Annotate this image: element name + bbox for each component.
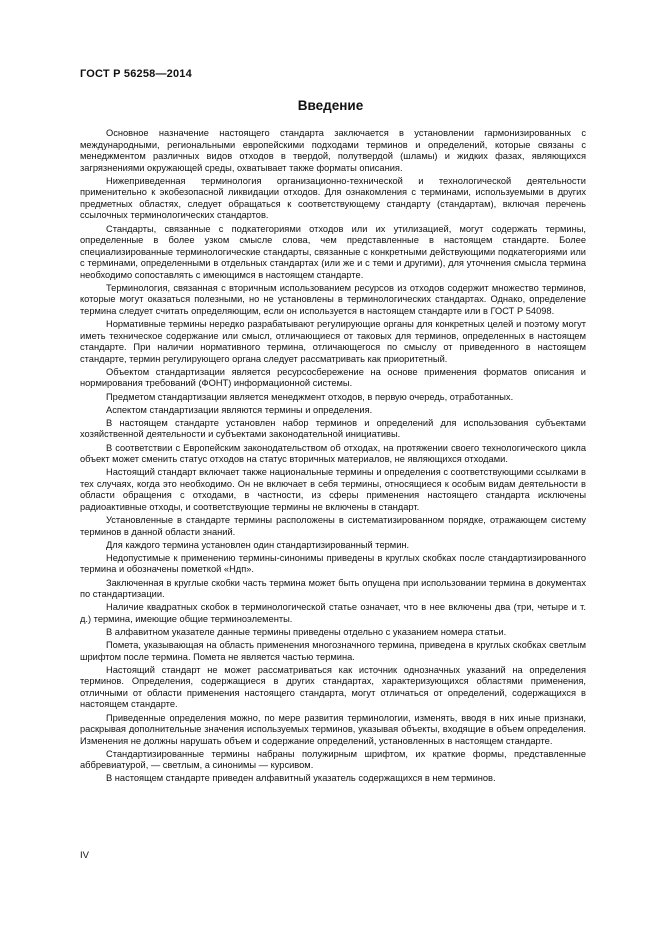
paragraph: Терминология, связанная с вторичным использованием ресурсов из отходов содержит множество терминов, которые могут оказаться полезными, но не установлены в терминологических стандартах. Однако, определение термина следует считать определяющим, если он используется в настоящем стандарте или в ГОСТ Р 54098. [80,282,586,316]
paragraph: Аспектом стандартизации являются термины и определения. [106,404,373,415]
paragraph: Стандарты, связанные с подкатегориями отходов или их утилизацией, могут содержать термины, определенные в более узком смысле слова, чем представленные в настоящем стандарте. Более специализированные терминологические стандарты, связанные с конкретными действующими подкатегориями или с терминами, определенными в отдельных стандартах (или же и с теми и другими), для уточнения смысла термина необходимо сопоставлять с имеющимся в настоящем стандарте. [80,223,586,280]
paragraph: В алфавитном указателе данные термины приведены отдельно с указанием номера статьи. [106,626,507,637]
paragraph: Настоящий стандарт не может рассматриваться как источник однозначных указаний на определения терминов. Определения, содержащиеся в других стандартах, характеризующихся областями применения, отличными от области применения настоящего стандарта, могут отличаться от определений, содержащихся в настоящем стандарте. [80,664,586,710]
paragraph: Наличие квадратных скобок в терминологической статье означает, что в нее включены два (три, четыре и т. д.) термина, имеющие общие терминоэлементы. [80,602,586,624]
paragraph: Нормативные термины нередко разрабатывают регулирующие органы для конкретных целей и поэтому могут иметь техническое содержание или смысл, отличающиеся от таковых для терминов, определенных в настоящем стандарте. При наличии нормативного термина, отличающегося по смыслу от приведенного в настоящем стандарте, термин регулирующего органа следует рассматривать как приоритетный. [80,319,586,364]
paragraph: В настоящем стандарте приведен алфавитный указатель содержащихся в нем терминов. [106,773,496,784]
paragraph: Основное назначение настоящего стандарта заключается в установлении гармонизированных с международными, региональными европейскими подходами терминов и определений, которые связаны с менеджментом различных видов отходов в твердой, полутвердой (шламы) и жидких фазах, являющихся загрязнениями окружающей среды, охватывает также форматы описания. [80,128,586,173]
paragraph: Недопустимые к применению термины-синонимы приведены в круглых скобках после стандартизированного термина и обозначены пометкой «Ндп». [80,552,586,575]
paragraph: Для каждого термина установлен один стандартизированный термин. [106,539,410,550]
paragraph: Помета, указывающая на область применения многозначного термина, приведена в круглых скобках светлым шрифтом после термина. Помета не является частью термина. [80,640,586,662]
paragraph: В настоящем стандарте установлен набор терминов и определений для использования субъектами хозяйственной деятельности и субъектами законодательной инициативы. [80,417,586,440]
paragraph: Предметом стандартизации является менеджмент отходов, в первую очередь, отработанных. [106,391,514,402]
page-number: IV [80,850,89,861]
paragraph: Нижеприведенная терминология организационно-технической и технологической деятельности применительно к экобезопасной ликвидации отходов. Для ознакомления с терминами, используемыми в других предметных областях, следует обращаться к соответствующему стандарту (стандартам), включая перечень ссылочных терминологических стандартов. [80,175,586,221]
paragraph: Заключенная в круглые скобки часть термина может быть опущена при использовании термина в документах по стандартизации. [80,577,586,600]
document-body [80,128,586,787]
paragraph: Стандартизированные термины набраны полужирным шрифтом, их краткие формы, представленные аббревиатурой, — светлым, а синонимы — курсивом. [80,748,586,771]
document-code: ГОСТ Р 56258—2014 [80,68,192,80]
paragraph: Установленные в стандарте термины расположены в систематизированном порядке, отражающем систему терминов в данной области знаний. [80,515,586,537]
paragraph: Приведенные определения можно, по мере развития терминологии, изменять, вводя в них иные признаки, раскрывая дополнительные значения используемых терминов, указывая объекты, входящие в объем определения. Изменения не должны нарушать объем и содержание определений, установленных в настоящем стандарте. [80,712,586,746]
section-title: Введение [297,98,364,113]
paragraph: В соответствии с Европейским законодательством об отходах, на протяжении своего технологического цикла объект может сменить статус отходов на статус вторичных материалов, не являющихся отходами. [80,442,586,465]
paragraph: Объектом стандартизации является ресурсосбережение на основе применения форматов описания и нормирования требований (ФОНТ) информационной системы. [80,366,586,389]
paragraph: Настоящий стандарт включает также национальные термины и определения с соответствующими ссылками в тех случаях, когда это необходимо. Он не включает в себя термины, относящиеся к особым видам деятельности в области обращения с отходами, в частности, из сферы применения настоящего стандарта исключены радиоактивные отходы, и соответствующие термины не включены в стандарт. [80,467,586,512]
